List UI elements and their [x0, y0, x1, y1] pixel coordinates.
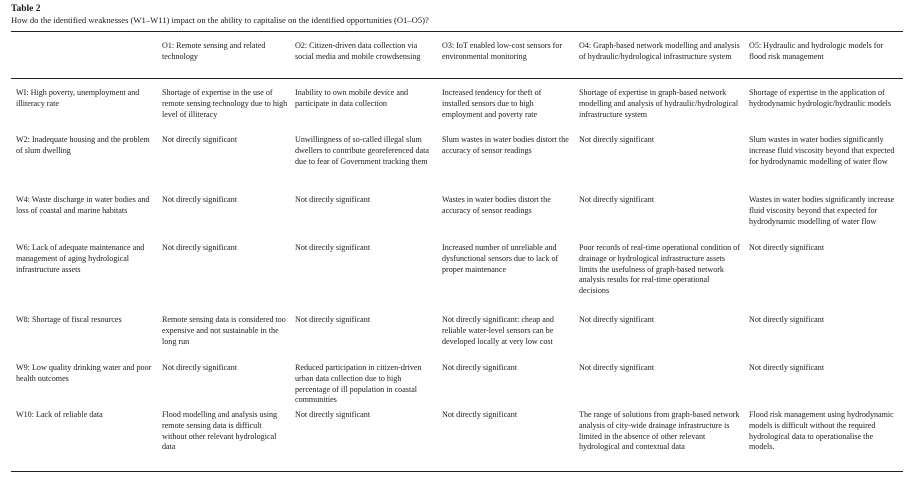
table-cell: Unwillingness of so-called illegal slum dwellers to contribute georeferenced data due to fear of Government tracking them	[295, 135, 429, 166]
table-cell: Not directly significant	[442, 363, 518, 372]
table-header-rule	[11, 78, 903, 79]
table-top-rule	[11, 31, 903, 32]
table-cell: Shortage of expertise in graph-based network modelling and analysis of hydraulic/hydrological infrastructure system	[579, 88, 739, 119]
table-cell: Not directly significant	[579, 195, 655, 204]
row-header-w10: W10: Lack of reliable data	[16, 410, 103, 419]
table-cell: Not directly significant: cheap and reliable water-level sensors can be developed locally at very low cost	[442, 315, 554, 346]
table-cell: Not directly significant	[295, 243, 371, 252]
table-cell: Flood modelling and analysis using remote sensing data is difficult without other relevant hydrological data	[162, 410, 278, 452]
row-header-w1: WI: High poverty, unemployment and illiteracy rate	[16, 88, 140, 108]
table-cell: Not directly significant	[162, 243, 238, 252]
table-cell: Shortage of expertise in the application of hydrodynamic hydrologic/hydraulic models	[749, 88, 892, 108]
row-header-w6: W6: Lack of adequate maintenance and management of aging hydrological infrastructure assets	[16, 243, 145, 274]
table-cell: Not directly significant	[162, 195, 238, 204]
table-cell: Remote sensing data is considered too expensive and not sustainable in the long run	[162, 315, 286, 346]
table-cell: Not directly significant	[579, 363, 655, 372]
table-cell: Poor records of real-time operational condition of drainage or hydrological infrastructure assets limits the usefulness of graph-based network analysis results for real-time operational decisions	[579, 243, 740, 296]
table-cell: Not directly significant	[579, 315, 655, 324]
row-header-w8: W8: Shortage of fiscal resources	[16, 315, 122, 324]
table-bottom-rule	[11, 471, 903, 472]
table-cell: Reduced participation in citizen-driven urban data collection due to high percentage of ill population in coastal communities	[295, 363, 422, 405]
table-cell: Not directly significant	[162, 135, 238, 144]
table-cell: Shortage of expertise in the use of remote sensing technology due to high level of illiteracy	[162, 88, 288, 119]
table-cell: Not directly significant	[162, 363, 238, 372]
table-caption: How do the identified weaknesses (W1–W11) impact on the ability to capitalise on the identified opportunities (O1–O5)?	[11, 15, 429, 25]
table-cell: Not directly significant	[295, 195, 371, 204]
row-header-w2: W2: Inadequate housing and the problem of slum dwelling	[16, 135, 150, 155]
column-header-o3: O3: IoT enabled low-cost sensors for environmental monitoring	[442, 41, 563, 61]
table-cell: Not directly significant	[442, 410, 518, 419]
table-label: Table 2	[11, 4, 41, 14]
table-cell: Inability to own mobile device and participate in data collection	[295, 88, 409, 108]
table-cell: Not directly significant	[749, 315, 825, 324]
column-header-o1: O1: Remote sensing and related technology	[162, 41, 266, 61]
column-header-o4: O4: Graph-based network modelling and analysis of hydraulic/hydrological infrastructure system	[579, 41, 740, 61]
table-cell: The range of solutions from graph-based network analysis of city-wide drainage infrastructure is limited in the absence of other relevant hydrological and contextual data	[579, 410, 740, 452]
table-cell: Not directly significant	[295, 410, 371, 419]
table-cell: Flood risk management using hydrodynamic models is difficult without the required hydrological data to operationalise the models.	[749, 410, 894, 452]
table-cell: Slum wastes in water bodies distort the accuracy of sensor readings	[442, 135, 569, 155]
row-header-w4: W4: Waste discharge in water bodies and loss of coastal and marine habitats	[16, 195, 150, 215]
table-cell: Wastes in water bodies significantly increase fluid viscosity beyond that expected for hydrodynamic modelling of water flow	[749, 195, 895, 226]
column-header-o5: O5: Hydraulic and hydrologic models for flood risk management	[749, 41, 884, 61]
row-header-w9: W9: Low quality drinking water and poor health outcomes	[16, 363, 152, 383]
table-cell: Increased tendency for theft of installed sensors due to high employment and poverty rate	[442, 88, 542, 119]
table-cell: Wastes in water bodies distort the accuracy of sensor readings	[442, 195, 551, 215]
table-cell: Slum wastes in water bodies significantly increase fluid viscosity beyond that expected for hydrodynamic modelling of water flow	[749, 135, 895, 166]
table-cell: Not directly significant	[295, 315, 371, 324]
table-cell: Increased number of unreliable and dysfunctional sensors due to lack of proper maintenance	[442, 243, 559, 274]
table-cell: Not directly significant	[749, 243, 825, 252]
table-cell: Not directly significant	[579, 135, 655, 144]
table-cell: Not directly significant	[749, 363, 825, 372]
column-header-o2: O2: Citizen-driven data collection via social media and mobile crowdsensing	[295, 41, 421, 61]
